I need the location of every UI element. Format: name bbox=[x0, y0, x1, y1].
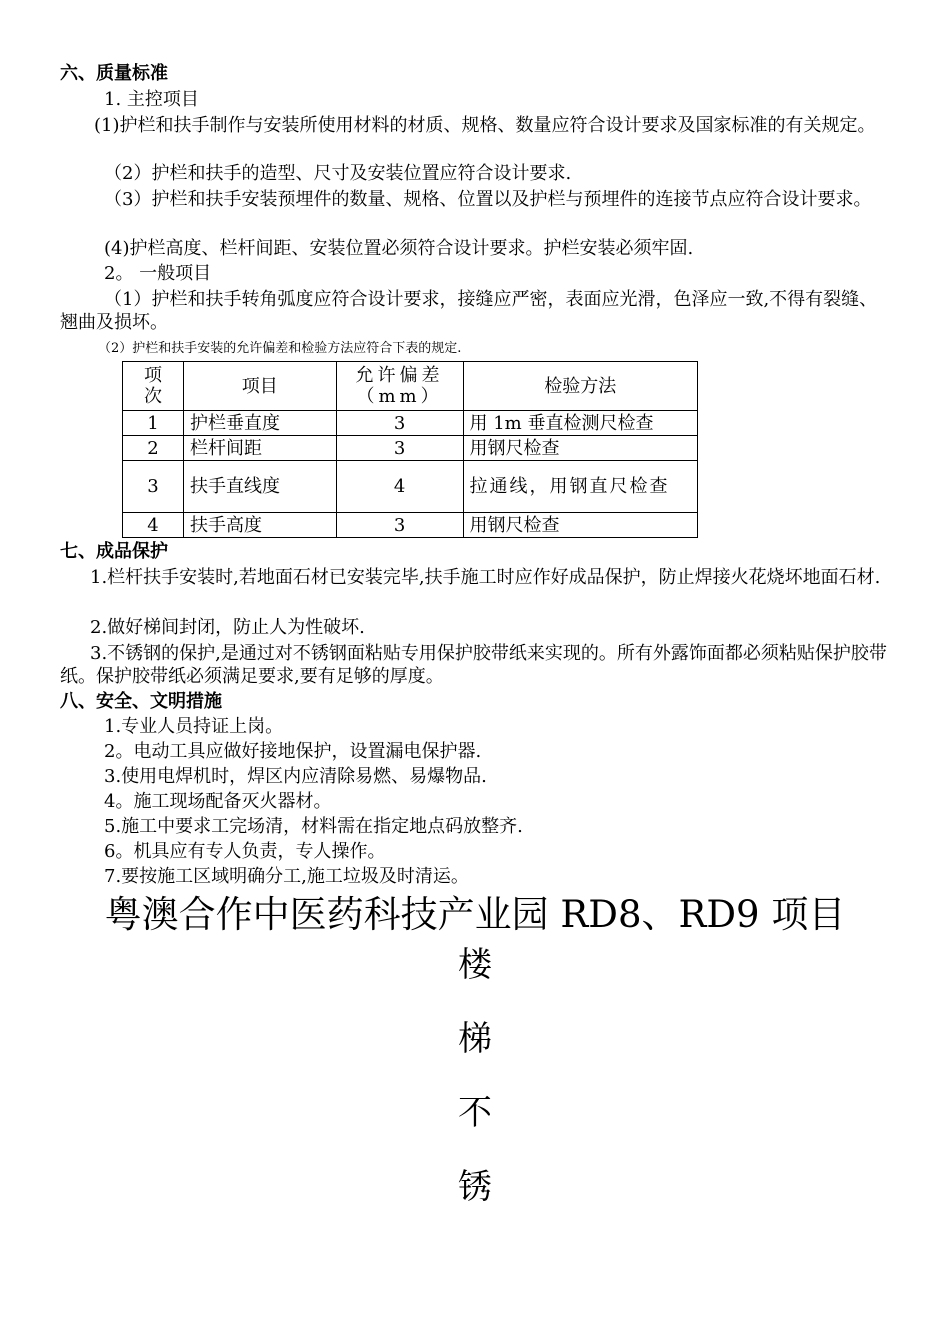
safety-item-7: 7.要按施工区域明确分工,施工垃圾及时清运。 bbox=[104, 866, 469, 887]
cell-tolerance: 3 bbox=[336, 411, 463, 436]
cell-method: 拉通线，用钢直尺检查 bbox=[463, 461, 698, 513]
protection-item-3: 3.不锈钢的保护,是通过对不锈钢面粘贴专用保护胶带纸来实现的。所有外露饰面都必须粘贴保护胶带纸。保护胶带纸必须满足要求,要有足够的厚度。 bbox=[60, 643, 887, 687]
section-heading-protection: 七、成品保护 bbox=[60, 541, 168, 562]
cell-method: 用钢尺检查 bbox=[463, 513, 698, 538]
cover-vertical-char: 不 bbox=[458, 1093, 492, 1133]
main-item-4: (4)护栏高度、栏杆间距、安装位置必须符合设计要求。护栏安装必须牢固. bbox=[104, 238, 694, 259]
cell-method: 用 1m 垂直检测尺检查 bbox=[463, 411, 698, 436]
cover-vertical-char: 锈 bbox=[458, 1167, 492, 1207]
main-item-3: （3）护栏和扶手安装预埋件的数量、规格、位置以及护栏与预埋件的连接节点应符合设计要求。 bbox=[104, 189, 872, 210]
general-item-2: （2）护栏和扶手安装的允许偏差和检验方法应符合下表的规定. bbox=[98, 341, 462, 356]
cover-vertical-char: 梯 bbox=[458, 1019, 492, 1059]
cell-no: 1 bbox=[123, 411, 184, 436]
safety-item-2: 2。电动工具应做好接地保护，设置漏电保护器. bbox=[104, 741, 482, 762]
header-method: 检验方法 bbox=[463, 362, 698, 411]
cell-tolerance: 4 bbox=[336, 461, 463, 513]
safety-item-5: 5.施工中要求工完场清，材料需在指定地点码放整齐. bbox=[104, 816, 523, 837]
section-heading-quality: 六、质量标准 bbox=[60, 63, 168, 84]
header-item: 项目 bbox=[183, 362, 336, 411]
table-row bbox=[123, 436, 698, 461]
table-row bbox=[123, 461, 698, 513]
main-items-title: 1. 主控项目 bbox=[104, 89, 199, 110]
safety-item-1: 1.专业人员持证上岗。 bbox=[104, 716, 284, 737]
safety-item-6: 6。机具应有专人负责，专人操作。 bbox=[104, 841, 386, 862]
cell-item: 护栏垂直度 bbox=[183, 411, 336, 436]
section-heading-safety: 八、安全、文明措施 bbox=[60, 691, 222, 712]
main-item-1: (1)护栏和扶手制作与安装所使用材料的材质、规格、数量应符合设计要求及国家标准的有关规定。 bbox=[94, 115, 876, 136]
table-row bbox=[123, 513, 698, 538]
cell-no: 3 bbox=[123, 461, 184, 513]
cell-item: 扶手高度 bbox=[183, 513, 336, 538]
table-header-row bbox=[123, 362, 698, 411]
cell-item: 扶手直线度 bbox=[183, 461, 336, 513]
protection-item-1: 1.栏杆扶手安装时,若地面石材已安装完毕,扶手施工时应作好成品保护，防止焊接火花烧坏地面石材. bbox=[90, 567, 881, 588]
general-items-title: 2。 一般项目 bbox=[104, 263, 212, 284]
cell-no: 4 bbox=[123, 513, 184, 538]
header-no: 项次 bbox=[123, 362, 184, 411]
cover-vertical-char: 楼 bbox=[458, 945, 492, 985]
header-tolerance: 允许偏差（mm） bbox=[336, 362, 463, 411]
cell-method: 用钢尺检查 bbox=[463, 436, 698, 461]
protection-item-2: 2.做好梯间封闭，防止人为性破坏. bbox=[90, 617, 365, 638]
general-item-1: （1）护栏和扶手转角弧度应符合设计要求，接缝应严密，表面应光滑，色泽应一致,不得有裂缝、翘曲及损坏。 bbox=[60, 289, 878, 333]
safety-item-4: 4。施工现场配备灭火器材。 bbox=[104, 791, 332, 812]
safety-item-3: 3.使用电焊机时，焊区内应清除易燃、易爆物品. bbox=[104, 766, 487, 787]
cover-title: 粤澳合作中医药科技产业园 RD8、RD9 项目 bbox=[104, 893, 846, 936]
main-item-2: （2）护栏和扶手的造型、尺寸及安装位置应符合设计要求. bbox=[104, 163, 572, 184]
table-row bbox=[123, 411, 698, 436]
cell-item: 栏杆间距 bbox=[183, 436, 336, 461]
cell-tolerance: 3 bbox=[336, 513, 463, 538]
cell-tolerance: 3 bbox=[336, 436, 463, 461]
tolerance-table bbox=[122, 361, 698, 538]
cell-no: 2 bbox=[123, 436, 184, 461]
